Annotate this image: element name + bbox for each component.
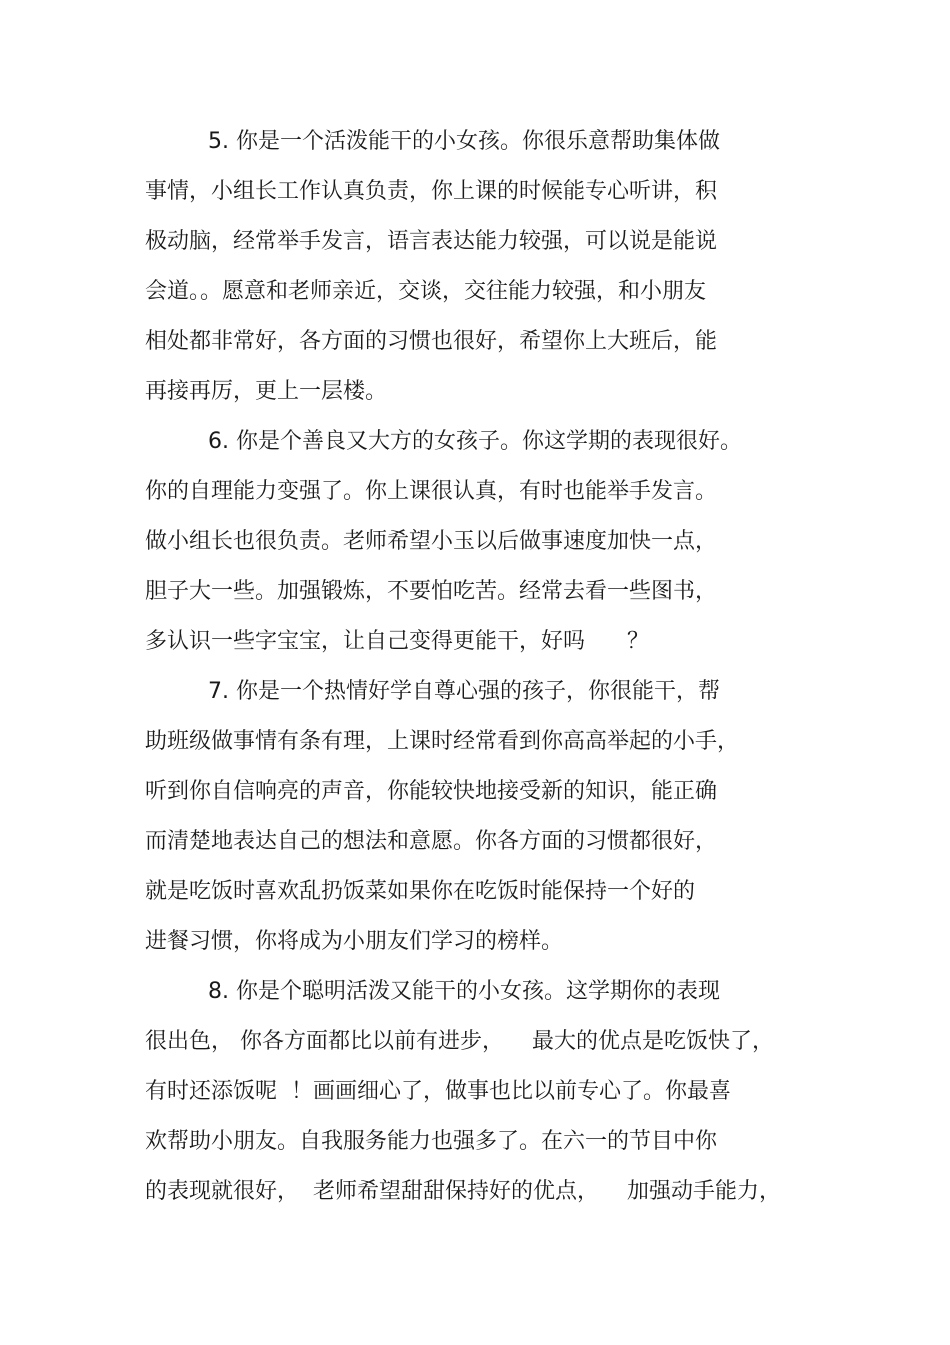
text-line: 而清楚地表达自己的想法和意愿。你各方面的习惯都很好，: [145, 829, 718, 854]
text-line: 多认识一些字宝宝，让自己变得更能干，好吗 ？: [145, 629, 649, 654]
text-line: 再接再厉，更上一层楼。: [145, 379, 388, 404]
text-line: 胆子大一些。加强锻炼，不要怕吃苦。经常去看一些图书，: [145, 579, 718, 604]
text-line: 有时还添饭呢 ！画画细心了，做事也比以前专心了。你最喜: [145, 1079, 731, 1104]
text-line: 6. 你是个善良又大方的女孩子。你这学期的表现很好。: [208, 429, 742, 454]
text-line: 相处都非常好，各方面的习惯也很好，希望你上大班后，能: [145, 329, 718, 354]
text-line: 事情，小组长工作认真负责，你上课的时候能专心听讲，积: [145, 179, 718, 204]
text-line: 你的自理能力变强了。你上课很认真，有时也能举手发言。: [145, 479, 718, 504]
text-line: 7. 你是一个热情好学自尊心强的孩子，你很能干，帮: [208, 679, 720, 704]
text-line: 进餐习惯，你将成为小朋友们学习的榜样。: [145, 929, 564, 954]
text-line: 5. 你是一个活泼能干的小女孩。你很乐意帮助集体做: [208, 129, 720, 154]
text-line: 欢帮助小朋友。自我服务能力也强多了。在六一的节目中你: [145, 1129, 718, 1154]
text-line: 的表现就很好， 老师希望甜甜保持好的优点， 加强动手能力，: [145, 1179, 781, 1204]
text-line: 极动脑，经常举手发言，语言表达能力较强，可以说是能说: [145, 229, 718, 254]
text-line: 会道。。愿意和老师亲近，交谈，交往能力较强，和小朋友: [145, 279, 707, 304]
text-line: 就是吃饭时喜欢乱扔饭菜如果你在吃饭时能保持一个好的: [145, 879, 696, 904]
text-line: 助班级做事情有条有理，上课时经常看到你高高举起的小手，: [145, 729, 740, 754]
text-line: 8. 你是个聪明活泼又能干的小女孩。这学期你的表现: [208, 979, 720, 1004]
text-line: 做小组长也很负责。老师希望小玉以后做事速度加快一点，: [145, 529, 718, 554]
text-line: 很出色， 你各方面都比以前有进步， 最大的优点是吃饭快了，: [145, 1029, 774, 1054]
text-line: 听到你自信响亮的声音，你能较快地接受新的知识，能正确: [145, 779, 718, 804]
